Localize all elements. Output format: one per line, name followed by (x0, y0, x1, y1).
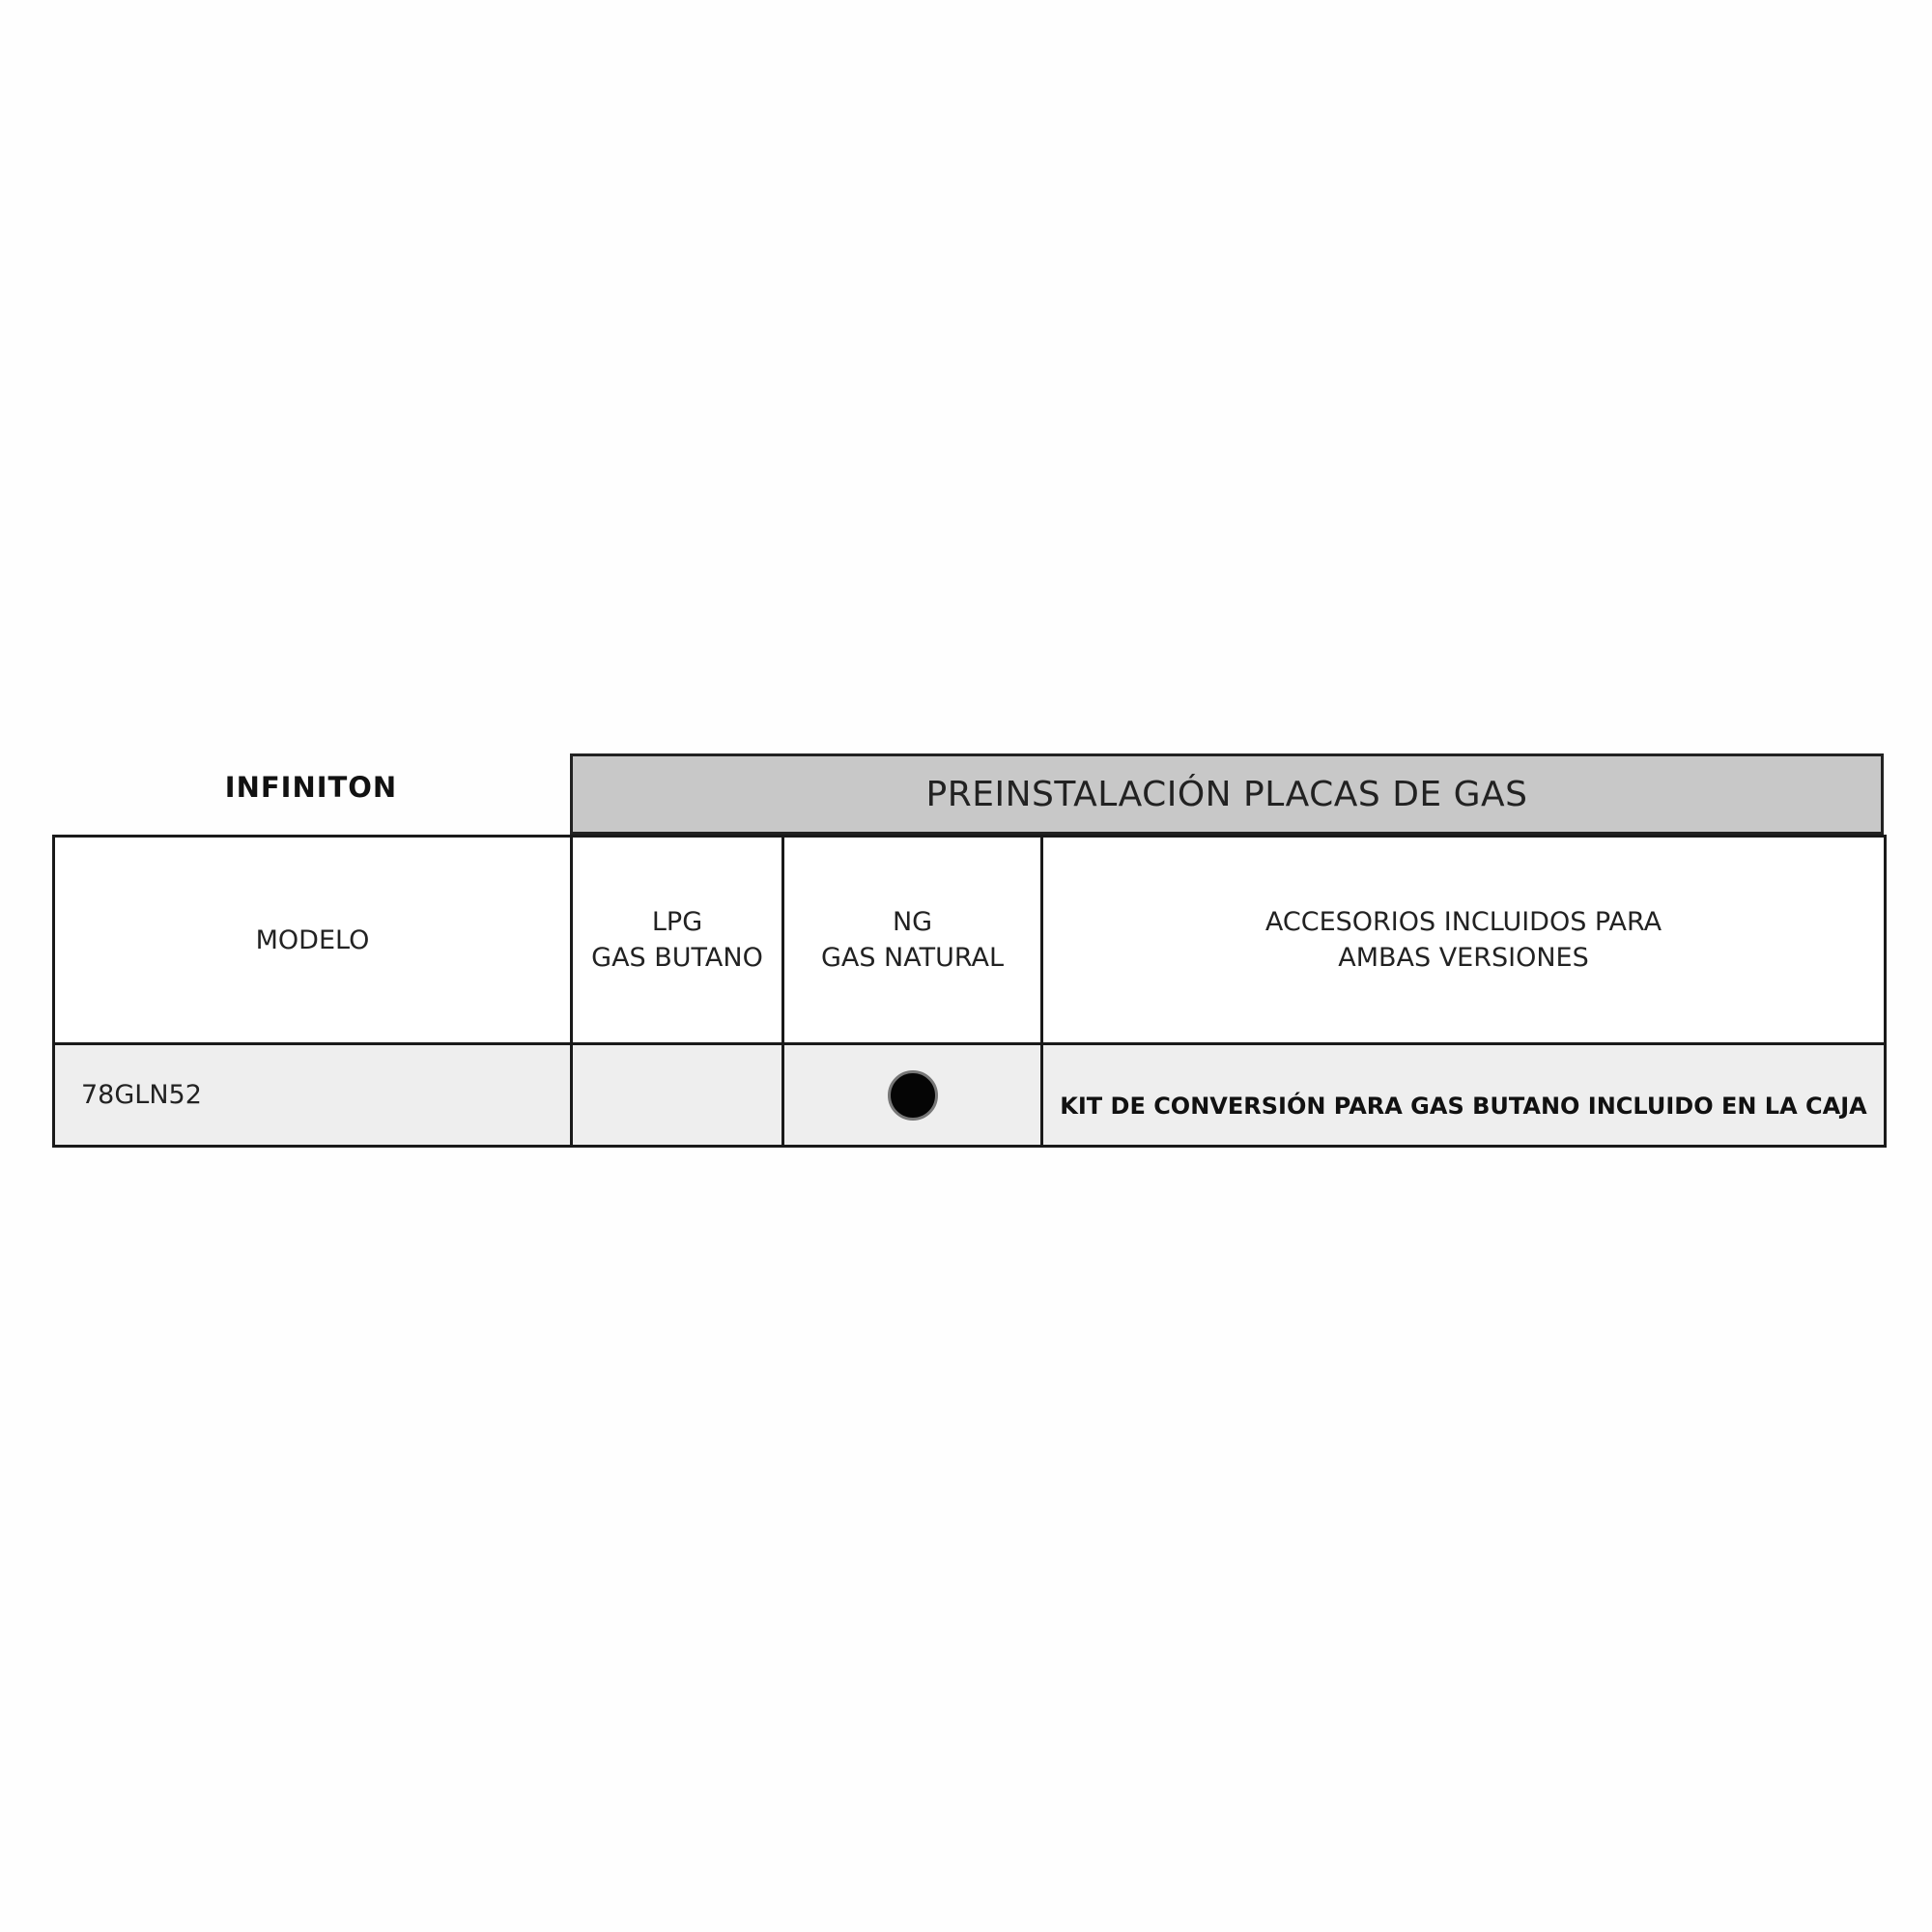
filled-circle-icon (888, 1070, 938, 1121)
row-model-value: 78GLN52 (81, 1080, 202, 1110)
table-row (54, 1044, 1886, 1147)
row-accessories-value: KIT DE CONVERSIÓN PARA GAS BUTANO INCLUIDO EN LA CAJA (1060, 1092, 1867, 1120)
table-header-row (54, 837, 1886, 1044)
row-accessories-cell (1042, 1044, 1886, 1147)
header-ng-line1: NG (892, 907, 933, 937)
brand-logo: INFINITON (224, 771, 398, 804)
header-lpg-line2: GAS BUTANO (591, 943, 763, 973)
header-ng-line2: GAS NATURAL (820, 943, 1005, 973)
header-lpg-line1: LPG (651, 907, 703, 937)
row-lpg-cell (572, 1044, 783, 1147)
header-accessories (1042, 837, 1886, 1044)
gas-preinstall-table (52, 835, 1887, 1148)
header-accessories-line1: ACCESORIOS INCLUIDOS PARA (1264, 907, 1662, 937)
header-ng (783, 837, 1042, 1044)
header-model-label: MODELO (255, 924, 370, 955)
header-lpg (572, 837, 783, 1044)
header-accessories-line2: AMBAS VERSIONES (1338, 943, 1589, 973)
header-model (54, 837, 572, 1044)
section-title-banner: PREINSTALACIÓN PLACAS DE GAS (570, 753, 1884, 835)
row-model-cell (54, 1044, 572, 1147)
row-ng-cell (783, 1044, 1042, 1147)
